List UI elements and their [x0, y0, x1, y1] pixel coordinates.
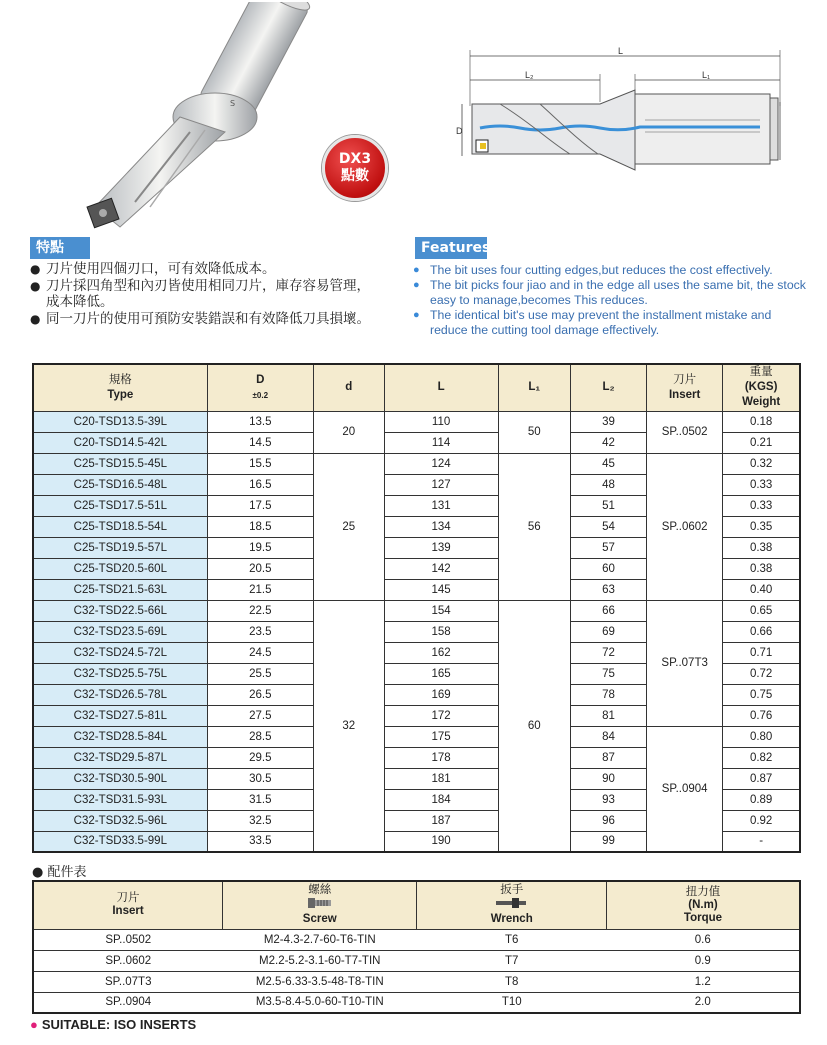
badge-line1: DX3 — [338, 151, 372, 167]
table-cell: M2-4.3-2.7-60-T6-TIN — [223, 929, 417, 950]
table-cell: 0.92 — [723, 810, 800, 831]
table-cell: C25-TSD15.5-45L — [33, 453, 207, 474]
table-cell: 16.5 — [207, 474, 313, 495]
table-cell: 139 — [384, 537, 498, 558]
table-cell: 28.5 — [207, 726, 313, 747]
table-cell: C32-TSD32.5-96L — [33, 810, 207, 831]
table-row — [33, 971, 800, 992]
table-cell: C25-TSD18.5-54L — [33, 516, 207, 537]
table-cell: SP..07T3 — [33, 971, 223, 992]
table-cell: 26.5 — [207, 684, 313, 705]
table-cell: C25-TSD21.5-63L — [33, 579, 207, 600]
table-cell: 32 — [313, 600, 384, 852]
table-cell: 63 — [571, 579, 647, 600]
table-cell: 54 — [571, 516, 647, 537]
table-cell: T8 — [417, 971, 607, 992]
table-cell: 39 — [571, 411, 647, 432]
features-zh-list — [30, 261, 370, 327]
table-cell: 158 — [384, 621, 498, 642]
table-cell: 21.5 — [207, 579, 313, 600]
table-row — [33, 411, 800, 432]
table-cell: 178 — [384, 747, 498, 768]
table-cell: 0.21 — [723, 432, 800, 453]
table-cell: SP..0502 — [33, 929, 223, 950]
table-cell: M2.2-5.2-3.1-60-T7-TIN — [223, 950, 417, 971]
table-cell: 50 — [498, 411, 570, 453]
table-cell: 87 — [571, 747, 647, 768]
table-row — [33, 950, 800, 971]
table-cell: 25.5 — [207, 663, 313, 684]
dim-D: D — [456, 126, 463, 136]
list-item: ● 刀片使用四個刃口，可有效降低成本。 — [30, 261, 276, 277]
acc-col-insert: 刀片 Insert — [33, 881, 223, 929]
table-cell: 0.82 — [723, 747, 800, 768]
table-row — [33, 992, 800, 1013]
table-cell: C25-TSD19.5-57L — [33, 537, 207, 558]
table-cell: 31.5 — [207, 789, 313, 810]
table-cell: 0.71 — [723, 642, 800, 663]
table-cell: 0.72 — [723, 663, 800, 684]
table-cell: 14.5 — [207, 432, 313, 453]
screw-icon — [307, 897, 333, 909]
badge-line2: 點數 — [341, 168, 369, 184]
table-cell: 93 — [571, 789, 647, 810]
features-en-list — [413, 263, 808, 338]
table-cell: C25-TSD16.5-48L — [33, 474, 207, 495]
table-cell: C32-TSD29.5-87L — [33, 747, 207, 768]
table-cell: T6 — [417, 929, 607, 950]
acc-col-torque: 扭力值 (N.m) Torque — [606, 881, 800, 929]
table-cell: 172 — [384, 705, 498, 726]
table-cell: 29.5 — [207, 747, 313, 768]
table-cell: 0.9 — [606, 950, 800, 971]
table-cell: 0.6 — [606, 929, 800, 950]
dim-L2: L₂ — [525, 70, 534, 80]
table-cell: SP..0502 — [647, 411, 723, 453]
col-d: d — [313, 364, 384, 411]
table-cell: 72 — [571, 642, 647, 663]
col-L: L — [384, 364, 498, 411]
table-cell: 0.65 — [723, 600, 800, 621]
table-cell: C32-TSD28.5-84L — [33, 726, 207, 747]
table-cell: 187 — [384, 810, 498, 831]
table-cell: C32-TSD26.5-78L — [33, 684, 207, 705]
table-cell: 0.75 — [723, 684, 800, 705]
table-cell: 75 — [571, 663, 647, 684]
table-cell: 127 — [384, 474, 498, 495]
table-cell: 19.5 — [207, 537, 313, 558]
table-cell: 27.5 — [207, 705, 313, 726]
table-cell: 33.5 — [207, 831, 313, 852]
table-cell: 15.5 — [207, 453, 313, 474]
table-cell: 0.38 — [723, 558, 800, 579]
table-cell: 162 — [384, 642, 498, 663]
table-cell: 131 — [384, 495, 498, 516]
table-cell: 23.5 — [207, 621, 313, 642]
table-cell: 114 — [384, 432, 498, 453]
table-cell: 142 — [384, 558, 498, 579]
table-cell: T7 — [417, 950, 607, 971]
col-L1: L₁ — [498, 364, 570, 411]
table-cell: C20-TSD14.5-42L — [33, 432, 207, 453]
table-cell: 181 — [384, 768, 498, 789]
table-cell: 169 — [384, 684, 498, 705]
table-cell: C32-TSD24.5-72L — [33, 642, 207, 663]
table-cell: 0.35 — [723, 516, 800, 537]
table-cell: C32-TSD31.5-93L — [33, 789, 207, 810]
table-cell: 110 — [384, 411, 498, 432]
table-row — [33, 726, 800, 747]
table-cell: 60 — [498, 600, 570, 852]
table-cell: SP..0602 — [33, 950, 223, 971]
list-item: ● 刀片採四角型和內刃皆使用相同刀片，庫存容易管理，成本降低。 — [30, 277, 370, 310]
table-cell: 45 — [571, 453, 647, 474]
dim-L: L — [618, 46, 624, 56]
table-row — [33, 929, 800, 950]
table-row — [33, 453, 800, 474]
accessory-table — [32, 880, 801, 1014]
table-cell: 0.76 — [723, 705, 800, 726]
table-cell: 78 — [571, 684, 647, 705]
table-cell: SP..07T3 — [647, 600, 723, 726]
features-zh-title: 特點 — [30, 237, 90, 259]
acc-col-screw: 螺絲 Screw — [223, 881, 417, 929]
table-cell: 99 — [571, 831, 647, 852]
table-cell: C32-TSD33.5-99L — [33, 831, 207, 852]
dim-L1: L₁ — [702, 70, 711, 80]
table-cell: 96 — [571, 810, 647, 831]
table-cell: 145 — [384, 579, 498, 600]
col-insert: 刀片 Insert — [647, 364, 723, 411]
list-item: ● 同一刀片的使用可預防安裝錯誤和有效降低刀具損壞。 — [30, 310, 370, 327]
table-cell: 2.0 — [606, 992, 800, 1013]
table-cell: C32-TSD25.5-75L — [33, 663, 207, 684]
table-cell: 17.5 — [207, 495, 313, 516]
table-cell: 0.38 — [723, 537, 800, 558]
table-row — [33, 600, 800, 621]
table-cell: 134 — [384, 516, 498, 537]
table-cell: SP..0904 — [647, 726, 723, 852]
table-cell: SP..0602 — [647, 453, 723, 600]
drill-product-image — [40, 2, 340, 242]
col-L2: L₂ — [571, 364, 647, 411]
list-item: ● The bit uses four cutting edges,but reduces the cost effectively. — [413, 263, 773, 277]
table-cell: M2.5-6.33-3.5-48-T8-TIN — [223, 971, 417, 992]
table-cell: 20.5 — [207, 558, 313, 579]
table-cell: 0.87 — [723, 768, 800, 789]
dimension-diagram — [440, 42, 800, 172]
table-cell: 0.18 — [723, 411, 800, 432]
table-cell: 84 — [571, 726, 647, 747]
table-cell: C32-TSD27.5-81L — [33, 705, 207, 726]
table-cell: M3.5-8.4-5.0-60-T10-TIN — [223, 992, 417, 1013]
table-cell: 66 — [571, 600, 647, 621]
table-cell: 81 — [571, 705, 647, 726]
table-cell: 32.5 — [207, 810, 313, 831]
table-cell: 0.80 — [723, 726, 800, 747]
table-cell: 56 — [498, 453, 570, 600]
table-cell: 165 — [384, 663, 498, 684]
table-cell: 22.5 — [207, 600, 313, 621]
table-cell: 25 — [313, 453, 384, 600]
table-cell: 90 — [571, 768, 647, 789]
table-cell: 154 — [384, 600, 498, 621]
acc-col-wrench: 扳手 Wrench — [417, 881, 607, 929]
table-cell: 24.5 — [207, 642, 313, 663]
table-cell: C32-TSD23.5-69L — [33, 621, 207, 642]
table-cell: 0.32 — [723, 453, 800, 474]
table-cell: 18.5 — [207, 516, 313, 537]
suitable-note: ● SUITABLE: ISO INSERTS — [30, 1017, 197, 1032]
table-cell: - — [723, 831, 800, 852]
table-cell: T10 — [417, 992, 607, 1013]
svg-text:S: S — [230, 99, 236, 108]
table-cell: C20-TSD13.5-39L — [33, 411, 207, 432]
wrench-icon — [494, 897, 530, 909]
table-cell: 30.5 — [207, 768, 313, 789]
table-cell: 184 — [384, 789, 498, 810]
table-cell: 69 — [571, 621, 647, 642]
dx3-badge — [322, 135, 388, 201]
table-cell: SP..0904 — [33, 992, 223, 1013]
spec-table — [32, 363, 801, 853]
table-cell: 0.33 — [723, 474, 800, 495]
table-cell: 0.33 — [723, 495, 800, 516]
features-en-title: Features — [415, 237, 487, 259]
table-cell: 60 — [571, 558, 647, 579]
table-cell: C32-TSD22.5-66L — [33, 600, 207, 621]
table-cell: C32-TSD30.5-90L — [33, 768, 207, 789]
list-item: ● The bit picks four jiao and in the edge all uses the same bit, the stock easy to manage,becomes This reduces. — [413, 278, 806, 307]
list-item: ● The identical bit's use may prevent the installment mistake and reduce the cutting tool damage effectively. — [413, 308, 772, 337]
table-cell: 175 — [384, 726, 498, 747]
col-D: D ±0.2 — [207, 364, 313, 411]
table-cell: 0.89 — [723, 789, 800, 810]
table-cell: 1.2 — [606, 971, 800, 992]
table-cell: C25-TSD20.5-60L — [33, 558, 207, 579]
table-cell: 190 — [384, 831, 498, 852]
table-cell: 0.40 — [723, 579, 800, 600]
table-cell: 20 — [313, 411, 384, 453]
col-type: 規格 Type — [33, 364, 207, 411]
table-cell: C25-TSD17.5-51L — [33, 495, 207, 516]
table-cell: 13.5 — [207, 411, 313, 432]
table-cell: 51 — [571, 495, 647, 516]
table-cell: 124 — [384, 453, 498, 474]
table-cell: 42 — [571, 432, 647, 453]
accessory-title: ● 配件表 — [32, 865, 87, 880]
table-cell: 0.66 — [723, 621, 800, 642]
table-cell: 48 — [571, 474, 647, 495]
table-cell: 57 — [571, 537, 647, 558]
col-weight: 重量 (KGS) Weight — [723, 364, 800, 411]
